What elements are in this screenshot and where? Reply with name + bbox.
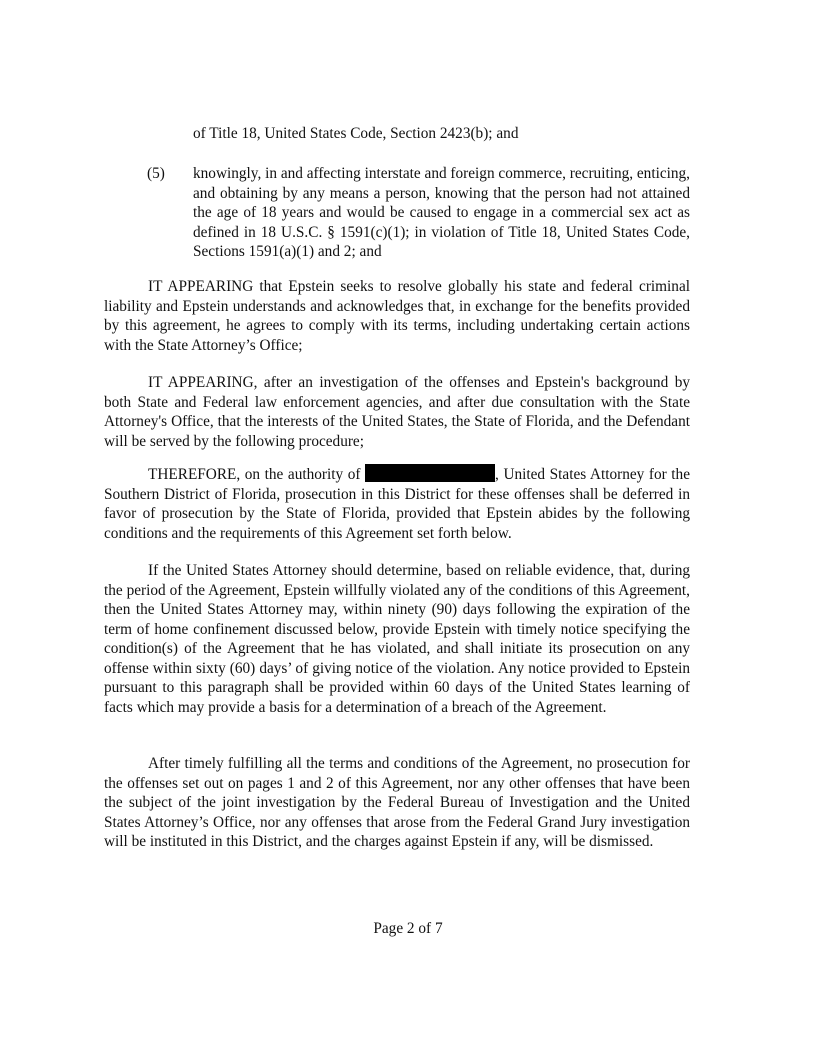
redaction-block	[365, 464, 495, 482]
therefore-text-before: THEREFORE, on the authority of	[148, 466, 366, 483]
paragraph-appearing-resolve: IT APPEARING that Epstein seeks to resolve globally his state and federal criminal liability and Epstein understands and acknowledges that, in exchange for the benefits provided by this agreement, he agrees to comply with its terms, including undertaking certain actions with the State Attorney’s Office;	[104, 278, 690, 354]
list-item-text: knowingly, in and affecting interstate and foreign commerce, recruiting, enticing, and obtaining by any means a person, knowing that the person had not attained the age of 18 years and would be caused to engage in a commercial sex act as defined in 18 U.S.C. § 1591(c)(1); in violation of Title 18, United States Code, Sections 1591(a)(1) and 2; and	[193, 165, 690, 260]
list-item-number: (5)	[147, 165, 165, 182]
paragraph-fulfillment: After timely fulfilling all the terms and conditions of the Agreement, no prosecution for the offenses set out on pages 1 and 2 of this Agreement, nor any other offenses that have been the subject of the joint investigation by the Federal Bureau of Investigation and the United States Attorney’s Office, nor any offenses that arose from the Federal Grand Jury investigation will be instituted in this District, and the charges against Epstein if any, will be dismissed.	[104, 755, 690, 850]
page-number: Page 2 of 7	[373, 920, 443, 937]
paragraph-appearing-investigation: IT APPEARING, after an investigation of the offenses and Epstein's background by both State and Federal law enforcement agencies, and after due consultation with the State Attorney's Office, that the interests of the United States, the State of Florida, and the Defendant will be served by the following procedure;	[104, 374, 690, 450]
continuation-line: of Title 18, United States Code, Section 2423(b); and	[193, 125, 519, 142]
paragraph-therefore	[104, 464, 690, 543]
therefore-text-after: , United States Attorney for the Southern District of Florida, prosecution in this District for these offenses shall be deferred in favor of prosecution by the State of Florida, provided that Epstein abides by the following conditions and the requirements of this Agreement set forth below.	[104, 466, 690, 542]
paragraph-violation: If the United States Attorney should determine, based on reliable evidence, that, during the period of the Agreement, Epstein willfully violated any of the conditions of this Agreement, then the United States Attorney may, within ninety (90) days following the expiration of the term of home confinement discussed below, provide Epstein with timely notice specifying the condition(s) of the Agreement that he has violated, and shall initiate its prosecution on any offense within sixty (60) days’ of giving notice of the violation. Any notice provided to Epstein pursuant to this paragraph shall be provided within 60 days of the United States learning of facts which may provide a basis for a determination of a breach of the Agreement.	[104, 562, 690, 716]
